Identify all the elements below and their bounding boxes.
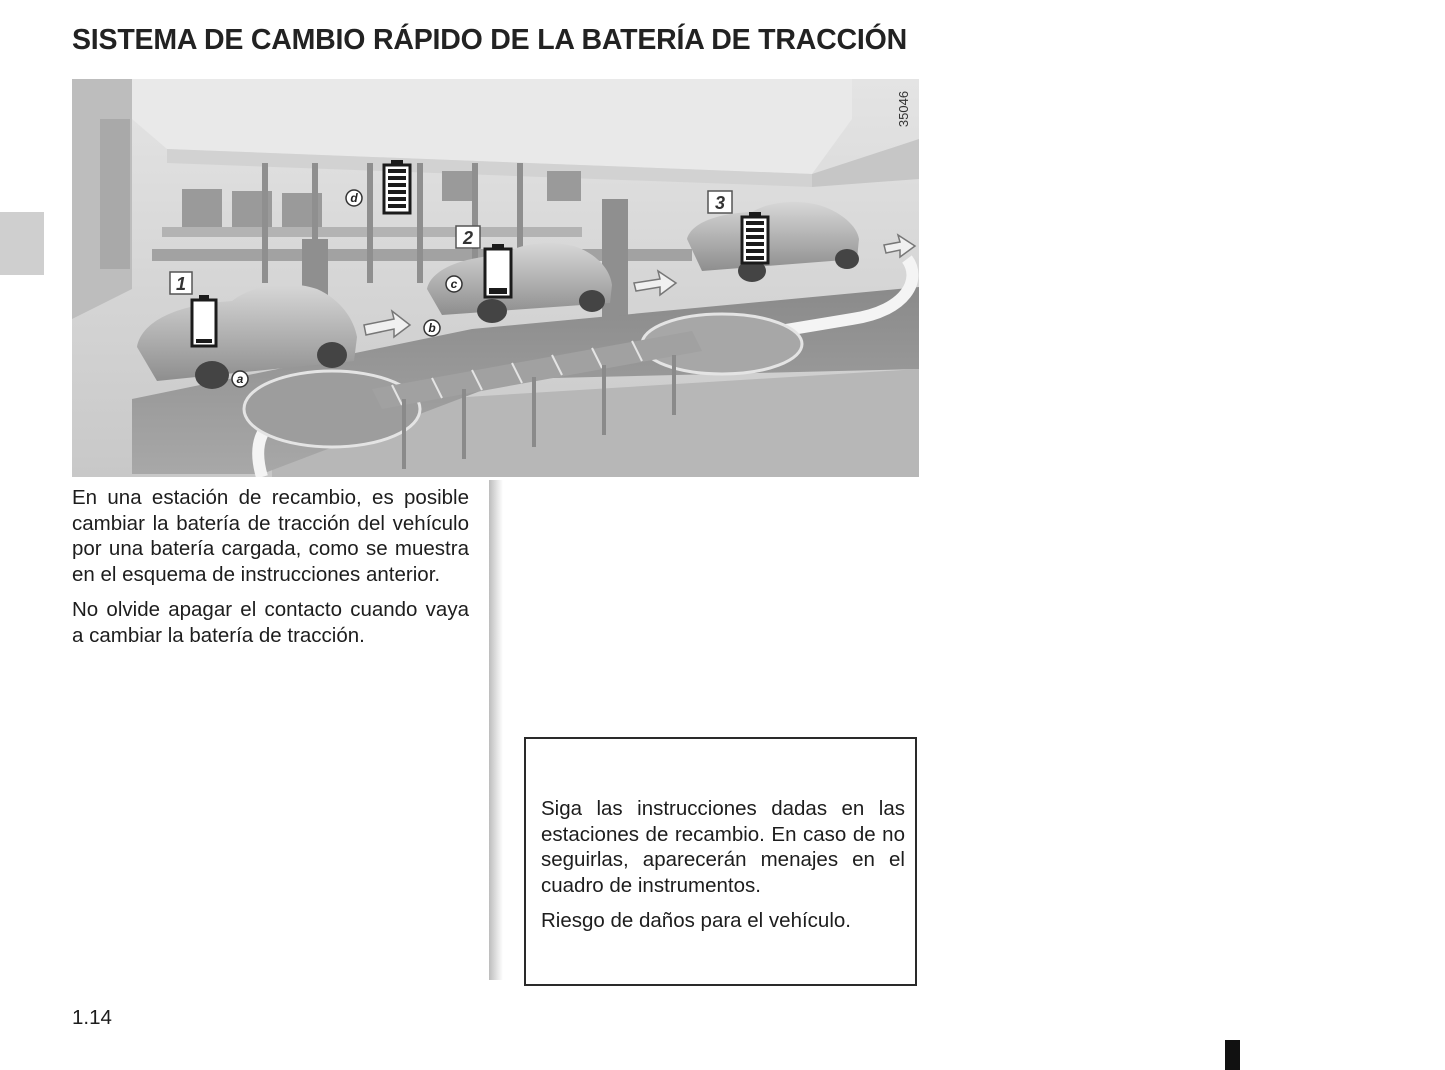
battery-swap-illustration	[72, 79, 919, 477]
battery-icon-full	[742, 212, 768, 263]
note-text	[541, 796, 905, 944]
note-paragraph: Siga las instrucciones dadas en las estaciones de recambio. En caso de no seguirlas, aparecerán menajes en el cuadro de instrumentos.	[541, 797, 905, 897]
page-corner-mark	[1225, 1040, 1240, 1070]
callout-c: c	[450, 277, 458, 291]
body-paragraph: En una estación de recambio, es posible cambiar la batería de tracción del vehículo por una batería cargada, como se muestra en el esquema de instrucciones anterior.	[72, 486, 469, 586]
figure-reference: 35046	[896, 90, 911, 128]
step-label-2: 2	[462, 228, 474, 248]
callout-a: a	[236, 372, 244, 386]
callout-b: b	[428, 321, 436, 335]
battery-icon-stored	[384, 160, 410, 213]
step-label-3: 3	[714, 193, 726, 213]
page-title: SISTEMA DE CAMBIO RÁPIDO DE LA BATERÍA DE TRACCIÓN	[72, 24, 907, 56]
battery-icon-empty	[192, 295, 216, 346]
section-tab	[0, 212, 44, 275]
body-text	[72, 485, 469, 659]
callout-d: d	[350, 191, 358, 205]
body-paragraph: No olvide apagar el contacto cuando vaya a cambiar la batería de tracción.	[72, 598, 469, 647]
warning-note-box	[524, 737, 917, 986]
page-number: 1.14	[72, 1006, 112, 1029]
note-paragraph: Riesgo de daños para el vehículo.	[541, 909, 851, 933]
battery-icon-low	[485, 244, 511, 297]
step-label-1: 1	[175, 274, 187, 294]
column-divider	[489, 480, 503, 980]
